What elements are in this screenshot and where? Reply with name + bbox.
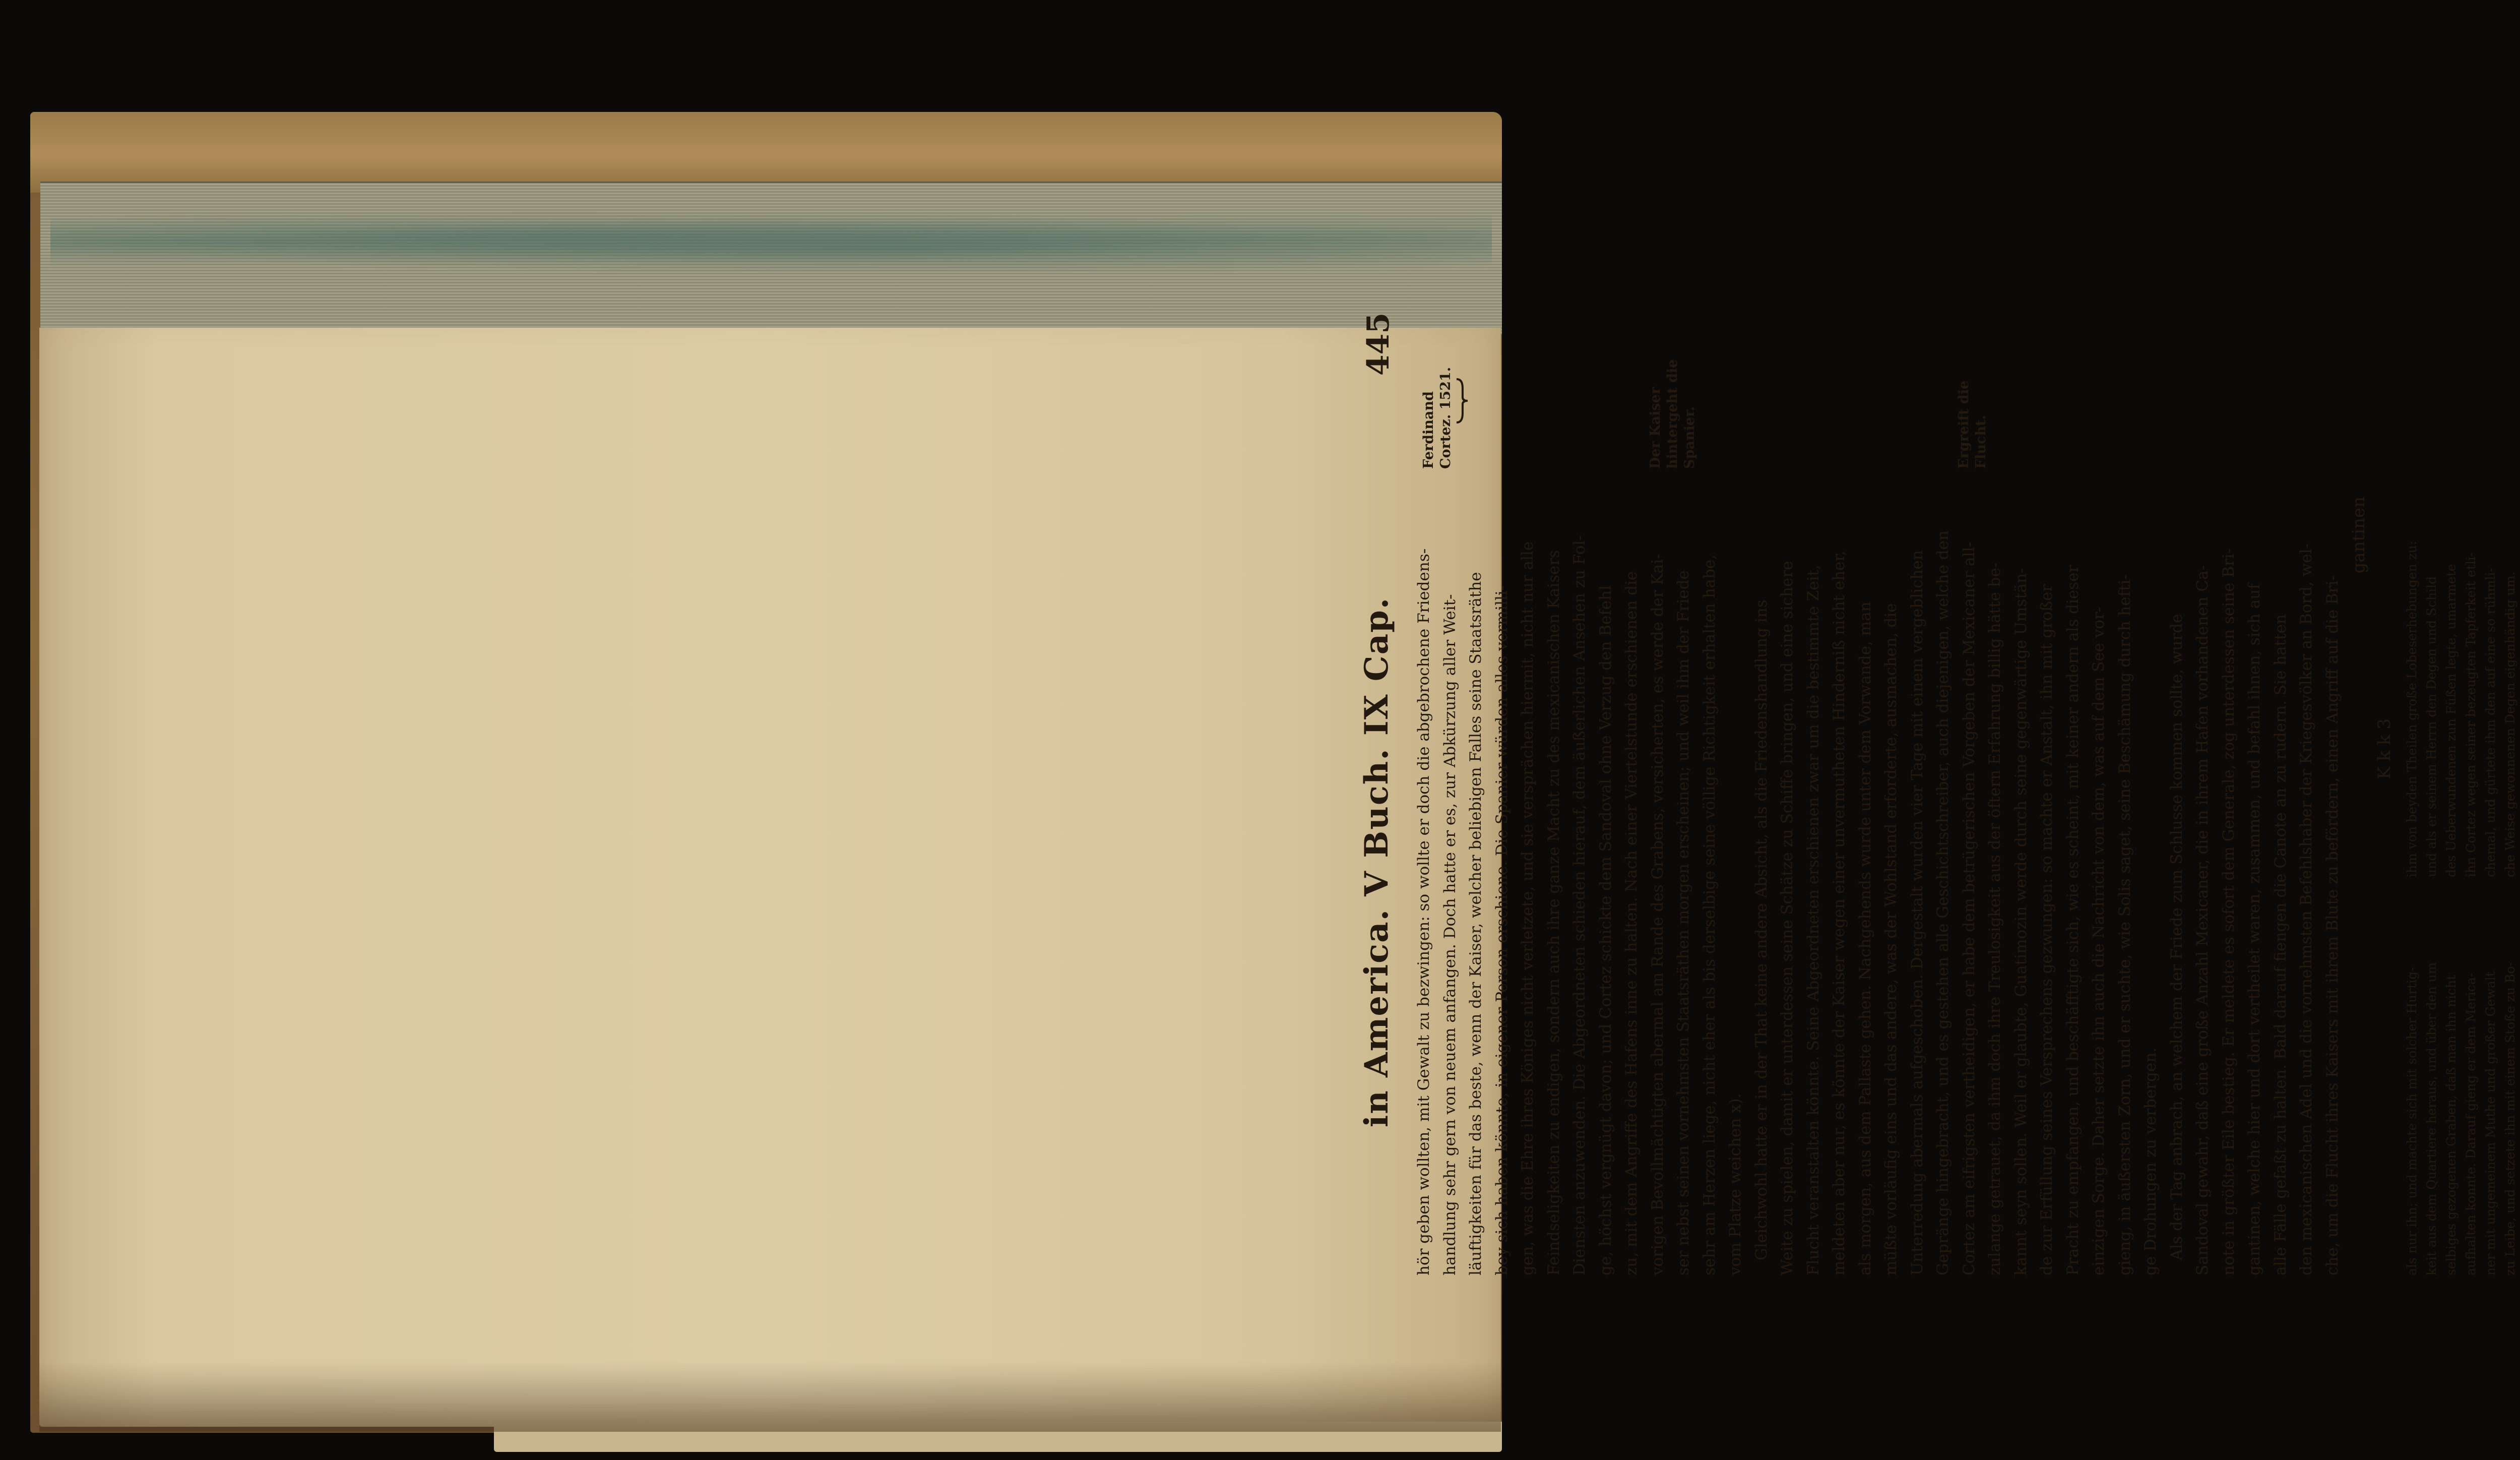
text-line: kannt seyn sollen. Weil er glaubte, Guatimozin werde durch seine gegenwärtige Umstän- (2011, 568, 2030, 1275)
text-line: ge, höchst vergnügt davon; und Cortez schickte dem Sandoval ohne Verzug den Befehl (1596, 585, 1615, 1275)
marginal-line: hintergeht die (1665, 359, 1680, 469)
text-line: meldeten aber nur, es könnte der Kaiser wegen einer unvermutheten Hinderniß nicht eher, (1830, 551, 1848, 1275)
text-line: Flucht veranstalten könnte. Seine Abgeordneten erschienen zwar um die bestimmte Zeit, (1804, 565, 1822, 1275)
text-line: müßte vorläufig eins und das andere, was der Wohlstand erforderte, ausmachen, die (1882, 603, 1900, 1275)
marginal-line: Spanier. (1682, 406, 1697, 469)
footnote-line: aufhalten konnte. Darauf gieng er dem Merica- (2464, 972, 2478, 1275)
text-line: den mexicanischen Adel und die vornehmsten Befehlshaber der Kriegesvölker an Bord, wel- (2297, 543, 2315, 1275)
text-line: Sandoval gewahr, daß eine große Anzahl Mexicaner, die in ihrem Hafen vorhandenen Ca- (2193, 565, 2212, 1275)
footnote-column-right (2402, 494, 2520, 877)
text-line: vom Platze weichen x). (1726, 1093, 1744, 1275)
signature-mark: K k k 3 (2374, 718, 2395, 779)
text-line: che, um die Flucht ihres Kaisers mit ihrem Blute zu befördern, einen Angriff auf die Bri- (2323, 575, 2342, 1275)
footnote-line: che Weise gewonnenen Degen eigenhändig um. (2503, 571, 2517, 877)
marginal-line: Der Kaiser (1648, 387, 1663, 469)
text-line: hör geben wollten, mit Gewalt zu bezwingen: so wollte er doch die abgebrochene Friedens- (1415, 548, 1433, 1275)
text-line: zulange getrauet, da ihm doch ihre Treulosigkeit aus der öftern Erfahrung billig hätte be- (1986, 562, 2004, 1275)
marginal-note-cortez (1420, 367, 1469, 469)
text-line: gieng, in äußersten Zorn, und er suchte, wie Solis saget, seine Beschämung durch hefti- (2115, 574, 2134, 1275)
footnotes (2402, 486, 2520, 1275)
book-page (39, 328, 1501, 1427)
book-cover-edge (30, 112, 1502, 193)
marginal-line: Cortez. 1521. (1438, 367, 1454, 469)
text-line: Weite zu spielen, damit er unterdessen seine Schätze zu Schiffe bringen, und eine sichere (1778, 561, 1796, 1275)
text-line: vorigen Bevollmächtigten abermal am Rande des Grabens, versicherten, es werde der Kai- (1648, 554, 1667, 1275)
text-line: alle Fälle gefaßt zu halten. Bald darauf fiengen die Canote an zu rudern. Sie hatten (2271, 614, 2290, 1275)
gutter-shadow (39, 1361, 1501, 1432)
text-line: ge Drohungen zu verbergen. (2141, 1047, 2160, 1275)
text-line: Pracht zu empfangen, und beschäfftigte sich, wie es scheint, mit keiner andern als dieser (2063, 565, 2082, 1275)
text-line: ser nebst seinen vornehmsten Staatsräthen morgen erscheinen; und weil ihm der Friede (1674, 570, 1692, 1275)
text-line: de zur Erfüllung seines Versprechens gezwungen: so machte er Anstalt, ihn mit großer (2038, 584, 2056, 1275)
footnote-line: selbiges gezogenen Graben, daß man ihn nicht (2444, 975, 2459, 1275)
text-line: Als der Tag anbrach, an welchem der Friede zum Schlusse kommen sollte, wurde (2167, 614, 2186, 1260)
curly-brace-icon (1456, 378, 1469, 423)
text-line: läuftigkeiten für das beste, wenn der Kaiser, welcher beliebigen Falles seine Staatsräthe (1467, 572, 1485, 1275)
page-number: 445 (1361, 313, 1396, 376)
page-edge-marbling (50, 212, 1492, 272)
text-line: Diensten anzuwenden. Die Abgeordneten schieden hierauf, dem äußerlichen Ansehen zu Fol- (1570, 535, 1589, 1275)
text-line: sehr am Herzen liege, nicht eher als bis derselbige seine völlige Richtigkeit erhalten habe, (1700, 555, 1719, 1275)
footnote-line: und als er seinem Herrn den Degen und Schild (2424, 576, 2439, 877)
text-line: Feindseligkeiten zu endigen, sondern auch ihre ganze Macht zu des mexicanischen Kaisers (1544, 550, 1563, 1275)
text-line: als morgen, aus dem Pallaste gehen. Nachgehends wurde unter dem Vorwande, man (1856, 601, 1874, 1275)
footnote-column-left (2402, 892, 2520, 1275)
text-line: gen, was die Ehre ihres Königes nicht verletzete, und sie versprächen hiermit, nicht nur alle (1519, 541, 1537, 1275)
footnote-line: ihn Cortez wegen seiner bezeugten Tapferkeit etli- (2464, 552, 2478, 877)
footnote-line: des Ueberwundenen zun Füßen legte, umarmete (2444, 564, 2459, 877)
text-line: Cortez am eifrigsten vertheidigen, er habe dem betrügerischen Vorgeben der Mexicaner all- (1960, 541, 1978, 1275)
text-line: Gepränge hingebracht, und es gestehen alle Geschichtschreiber, auch diejenigen, welche den (1934, 530, 1952, 1275)
printed-text-block (1351, 308, 2520, 1275)
footnote-line: keit aus dem Quartiere heraus, und über den um (2424, 962, 2439, 1275)
marginal-line: Ferdinand (1421, 391, 1436, 469)
footnote-line: ihm von beyden Theilen große Lobeserhebungen zu: (2405, 540, 2419, 877)
footnote-line: chemal, und gürtete ihm den auf eine so rühmli- (2483, 568, 2498, 877)
text-line: zu, mit dem Angriffe des Hafens inne zu halten. Nach einer Viertelstunde erschienen die (1622, 571, 1641, 1275)
catchword: gantinen (2349, 497, 2369, 574)
text-line: note in größter Eile bestieg. Er meldete es sofort dem Generale, zog unterdessen seine Bri- (2219, 548, 2238, 1275)
main-text-column (1411, 486, 2520, 1275)
text-line: bey sich haben könnte, in eigener Person erschiene. Die Spanier würden alles vermilli- (1492, 585, 1511, 1275)
text-line: handlung sehr gern von neuem anfangen. Doch hatte er es, zur Abkürzung aller Weit- (1440, 594, 1459, 1275)
footnote-line: ner mit ungemeinem Muthe und großer Gewalt (2483, 971, 2498, 1275)
marginal-note-kaiser (1647, 359, 1698, 469)
text-line: Gleichwohl hatte er in der That keine andere Absicht, als die Friedenshandlung ins (1752, 599, 1771, 1260)
marginal-note-flucht (1956, 381, 1990, 469)
text-line: gantinen, welche hier und dort vertheilet waren, zusammen, und befahl ihnen, sich auf (2245, 583, 2263, 1275)
text-line: Unterredung abermals aufgeschoben. Dergestalt wurden vier Tage mit einem vergeblichen (1908, 550, 1926, 1275)
running-title: in America. V Buch. IX Cap. (1358, 596, 1396, 1128)
marginal-line: Ergreift die (1956, 380, 1972, 469)
text-line: einzigen Sorge. Daher setzte ihn auch die Nachricht von dem, was auf dem See vor- (2090, 606, 2108, 1275)
marginal-line: Flucht. (1973, 415, 1989, 469)
footnote-line: zu Leibe, und setzete ihn mit einem Stoße zu Bo- (2503, 962, 2517, 1275)
footnote-line: als nur ihn; und machte sich mit solcher Hurtig- (2405, 967, 2419, 1275)
running-head (1351, 308, 1406, 1275)
